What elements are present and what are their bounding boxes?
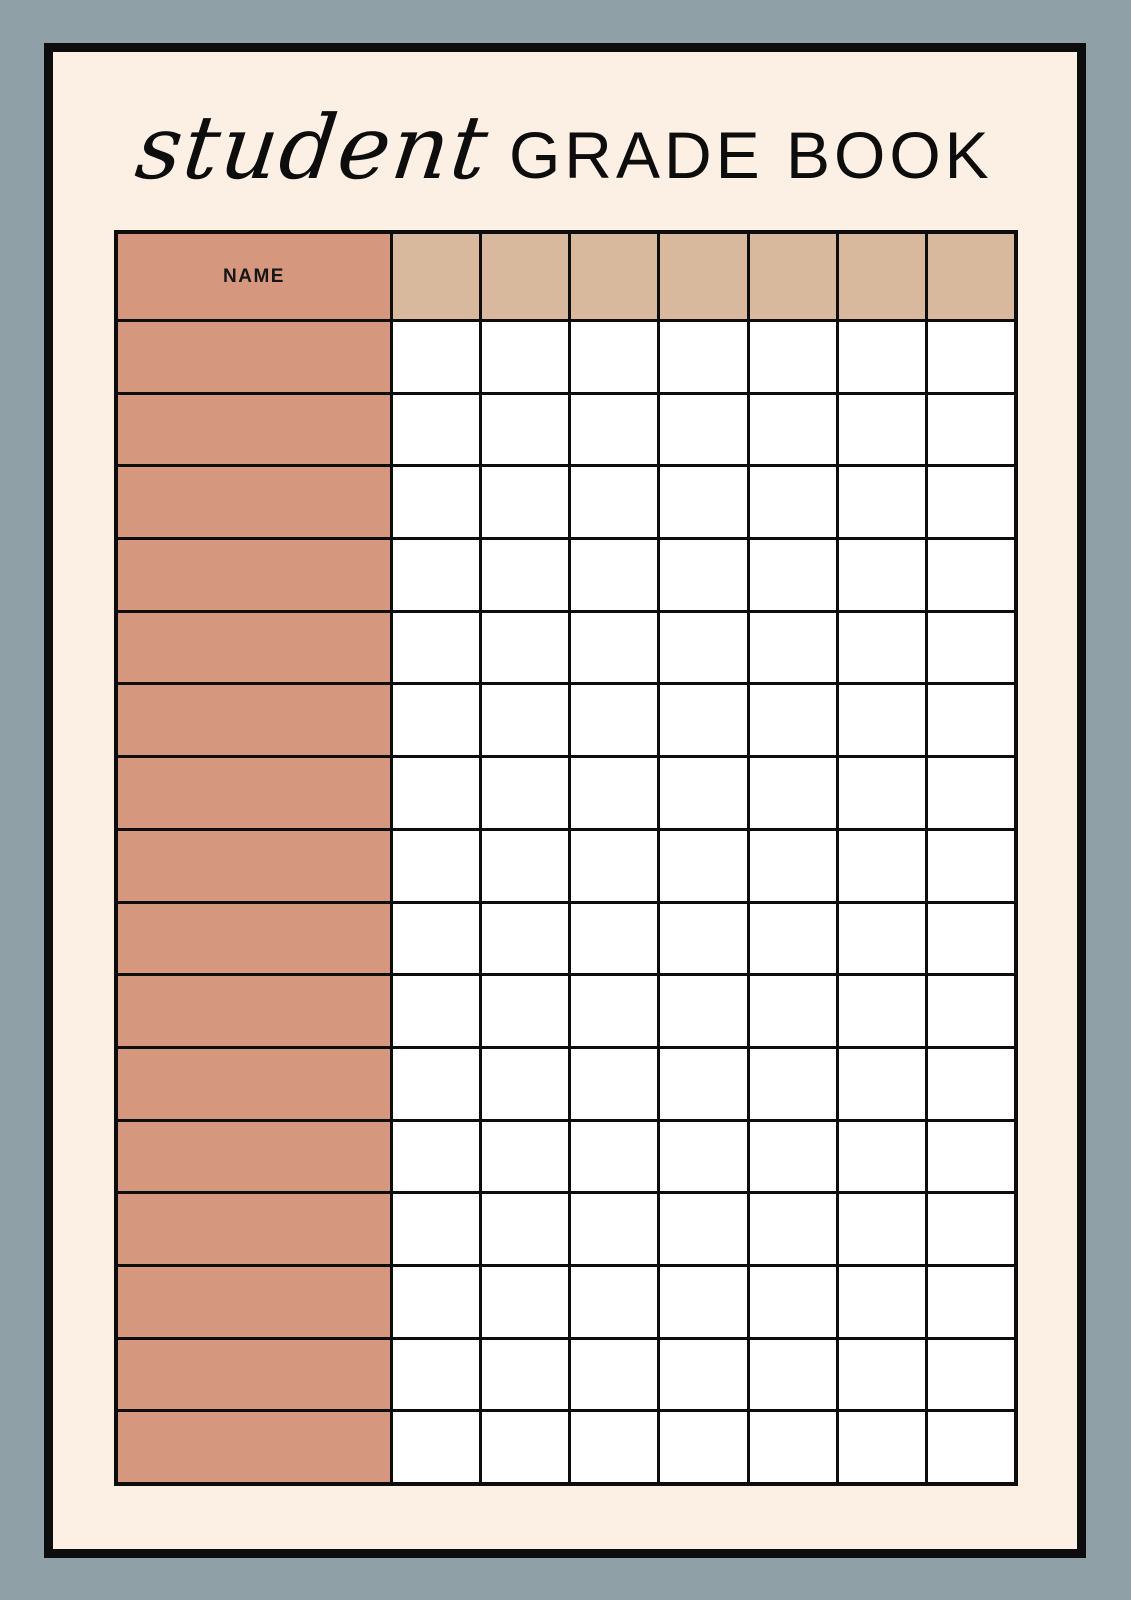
grade-cell[interactable] <box>393 1049 479 1119</box>
grade-cell[interactable] <box>393 831 479 901</box>
grade-cell[interactable] <box>482 1412 568 1482</box>
grade-cell[interactable] <box>482 540 568 610</box>
grade-cell[interactable] <box>393 1340 479 1410</box>
grade-cell[interactable] <box>482 467 568 537</box>
grade-cell[interactable] <box>660 1049 746 1119</box>
grade-cell[interactable] <box>660 613 746 683</box>
grade-cell[interactable] <box>660 1412 746 1482</box>
grade-cell[interactable] <box>750 1412 836 1482</box>
grade-cell[interactable] <box>482 758 568 828</box>
grade-cell[interactable] <box>571 1412 657 1482</box>
grade-cell[interactable] <box>750 758 836 828</box>
grade-cell[interactable] <box>393 904 479 974</box>
grade-table <box>114 230 1018 1486</box>
grade-cell[interactable] <box>482 395 568 465</box>
assignment-header-cell[interactable] <box>482 234 568 319</box>
student-name-cell[interactable] <box>118 1194 390 1264</box>
assignment-header-cell[interactable] <box>571 234 657 319</box>
grade-cell[interactable] <box>393 467 479 537</box>
grade-cell[interactable] <box>660 1340 746 1410</box>
grade-cell[interactable] <box>393 758 479 828</box>
grade-cell[interactable] <box>928 467 1014 537</box>
grade-cell[interactable] <box>839 758 925 828</box>
student-name-cell[interactable] <box>118 613 390 683</box>
grade-cell[interactable] <box>928 1194 1014 1264</box>
grade-cell[interactable] <box>393 395 479 465</box>
grade-cell[interactable] <box>393 322 479 392</box>
grade-cell[interactable] <box>393 1122 479 1192</box>
grade-cell[interactable] <box>393 976 479 1046</box>
grade-cell[interactable] <box>750 1194 836 1264</box>
grade-cell[interactable] <box>571 904 657 974</box>
grade-cell[interactable] <box>839 1194 925 1264</box>
grade-cell[interactable] <box>750 395 836 465</box>
title-caps-words: GRADE BOOK <box>508 118 993 192</box>
grade-cell[interactable] <box>839 1049 925 1119</box>
grade-cell[interactable] <box>571 1267 657 1337</box>
grade-cell[interactable] <box>839 831 925 901</box>
grade-cell[interactable] <box>571 322 657 392</box>
grade-cell[interactable] <box>928 685 1014 755</box>
grade-cell[interactable] <box>571 831 657 901</box>
student-name-cell[interactable] <box>118 467 390 537</box>
student-name-cell[interactable] <box>118 1122 390 1192</box>
grade-cell[interactable] <box>482 1049 568 1119</box>
title-script-word: student <box>131 96 496 199</box>
student-name-cell[interactable] <box>118 685 390 755</box>
grade-cell[interactable] <box>571 1340 657 1410</box>
grade-cell[interactable] <box>750 467 836 537</box>
grade-cell[interactable] <box>660 685 746 755</box>
grade-cell[interactable] <box>928 758 1014 828</box>
grade-cell[interactable] <box>928 1267 1014 1337</box>
grade-cell[interactable] <box>571 540 657 610</box>
grade-cell[interactable] <box>482 613 568 683</box>
grade-cell[interactable] <box>660 976 746 1046</box>
grade-cell[interactable] <box>839 1412 925 1482</box>
assignment-header-cell[interactable] <box>750 234 836 319</box>
student-name-cell[interactable] <box>118 758 390 828</box>
assignment-header-cell[interactable] <box>660 234 746 319</box>
student-name-cell[interactable] <box>118 831 390 901</box>
page-title <box>53 96 1077 199</box>
grade-cell[interactable] <box>482 1122 568 1192</box>
student-name-cell[interactable] <box>118 395 390 465</box>
grade-cell[interactable] <box>571 1049 657 1119</box>
grade-cell[interactable] <box>928 831 1014 901</box>
grade-cell[interactable] <box>660 1194 746 1264</box>
grade-cell[interactable] <box>482 1340 568 1410</box>
grade-cell[interactable] <box>928 976 1014 1046</box>
grade-cell[interactable] <box>928 1049 1014 1119</box>
grade-cell[interactable] <box>750 1267 836 1337</box>
grade-cell[interactable] <box>571 685 657 755</box>
grade-cell[interactable] <box>482 322 568 392</box>
student-name-cell[interactable] <box>118 1412 390 1482</box>
grade-cell[interactable] <box>928 1340 1014 1410</box>
grade-cell[interactable] <box>660 395 746 465</box>
grade-cell[interactable] <box>482 1267 568 1337</box>
grade-cell[interactable] <box>928 613 1014 683</box>
grade-cell[interactable] <box>482 831 568 901</box>
grade-cell[interactable] <box>928 1122 1014 1192</box>
grade-cell[interactable] <box>393 1267 479 1337</box>
grade-cell[interactable] <box>660 831 746 901</box>
grade-cell[interactable] <box>482 685 568 755</box>
grade-cell[interactable] <box>660 1267 746 1337</box>
grade-cell[interactable] <box>482 1194 568 1264</box>
grade-cell[interactable] <box>750 1340 836 1410</box>
name-column-header-cell: NAME <box>118 234 390 319</box>
grade-cell[interactable] <box>660 540 746 610</box>
grade-cell[interactable] <box>750 1049 836 1119</box>
grade-cell[interactable] <box>571 758 657 828</box>
grade-cell[interactable] <box>660 758 746 828</box>
grade-cell[interactable] <box>928 540 1014 610</box>
grade-cell[interactable] <box>482 976 568 1046</box>
grade-cell[interactable] <box>750 685 836 755</box>
grade-cell[interactable] <box>393 685 479 755</box>
student-name-cell[interactable] <box>118 976 390 1046</box>
grade-cell[interactable] <box>928 904 1014 974</box>
grade-cell[interactable] <box>571 395 657 465</box>
grade-cell[interactable] <box>839 976 925 1046</box>
grade-cell[interactable] <box>393 1194 479 1264</box>
assignment-header-cell[interactable] <box>928 234 1014 319</box>
grade-cell[interactable] <box>660 1122 746 1192</box>
grade-cell[interactable] <box>750 1122 836 1192</box>
grade-cell[interactable] <box>839 1340 925 1410</box>
grade-cell[interactable] <box>750 322 836 392</box>
grade-cell[interactable] <box>393 540 479 610</box>
grade-cell[interactable] <box>839 540 925 610</box>
grade-cell[interactable] <box>839 613 925 683</box>
grade-cell[interactable] <box>482 904 568 974</box>
student-name-cell[interactable] <box>118 904 390 974</box>
grade-cell[interactable] <box>750 540 836 610</box>
grade-cell[interactable] <box>571 976 657 1046</box>
grade-cell[interactable] <box>928 395 1014 465</box>
grade-cell[interactable] <box>660 322 746 392</box>
grade-cell[interactable] <box>839 395 925 465</box>
grade-cell[interactable] <box>839 467 925 537</box>
assignment-header-cell[interactable] <box>393 234 479 319</box>
grade-cell[interactable] <box>750 904 836 974</box>
student-name-cell[interactable] <box>118 1049 390 1119</box>
grade-cell[interactable] <box>839 322 925 392</box>
grade-cell[interactable] <box>839 1267 925 1337</box>
grade-cell[interactable] <box>839 685 925 755</box>
grade-cell[interactable] <box>750 831 836 901</box>
paper <box>44 43 1086 1558</box>
student-name-cell[interactable] <box>118 322 390 392</box>
grade-cell[interactable] <box>393 1412 479 1482</box>
grade-cell[interactable] <box>660 467 746 537</box>
student-name-cell[interactable] <box>118 1340 390 1410</box>
grade-cell[interactable] <box>571 1122 657 1192</box>
grade-cell[interactable] <box>750 976 836 1046</box>
grade-cell[interactable] <box>571 613 657 683</box>
assignment-header-cell[interactable] <box>839 234 925 319</box>
grade-cell[interactable] <box>928 1412 1014 1482</box>
grade-cell[interactable] <box>839 904 925 974</box>
grade-cell[interactable] <box>393 613 479 683</box>
grade-cell[interactable] <box>839 1122 925 1192</box>
student-name-cell[interactable] <box>118 540 390 610</box>
grade-cell[interactable] <box>750 613 836 683</box>
grade-cell[interactable] <box>928 322 1014 392</box>
grade-cell[interactable] <box>660 904 746 974</box>
grade-cell[interactable] <box>571 1194 657 1264</box>
student-name-cell[interactable] <box>118 1267 390 1337</box>
grade-cell[interactable] <box>571 467 657 537</box>
